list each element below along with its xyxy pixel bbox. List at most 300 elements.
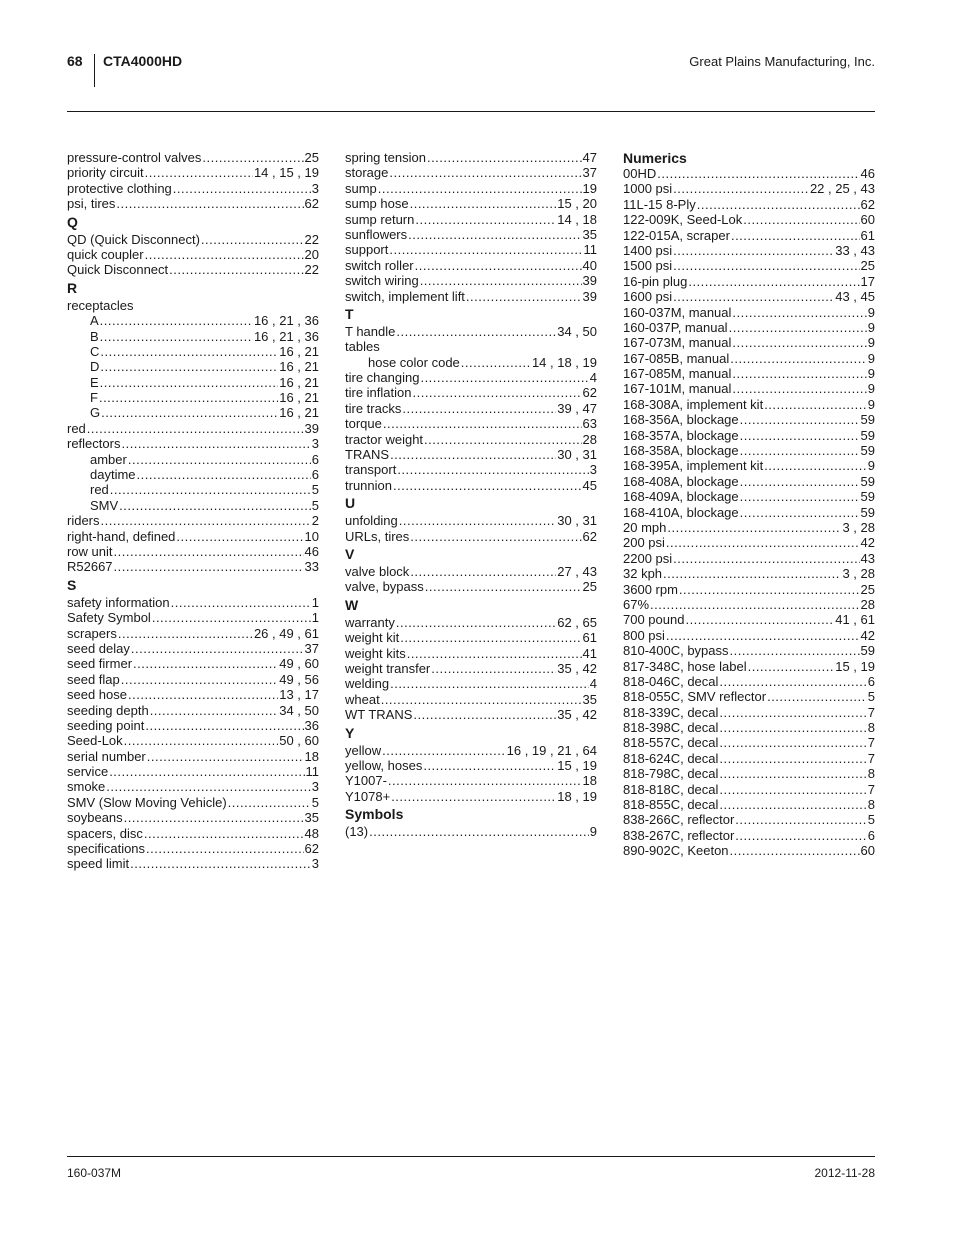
page-references: 16 , 21: [279, 359, 319, 375]
page-references: 4: [589, 370, 597, 386]
index-subentry: [67, 405, 319, 420]
dot-leader: [719, 705, 866, 720]
page-references: 16 , 21: [279, 390, 319, 406]
index-entry: [67, 247, 319, 262]
index-entry: [623, 397, 875, 412]
page-references: 39: [582, 273, 597, 289]
page-references: 10: [304, 528, 319, 544]
page-references: 25: [582, 579, 597, 595]
index-entry: [345, 227, 597, 242]
page-references: 14 , 18: [557, 211, 597, 227]
index-term: trunnion: [345, 477, 392, 493]
index-column-1: [67, 150, 319, 872]
dot-leader: [730, 351, 867, 366]
index-entry: [623, 474, 875, 489]
page-references: 3: [311, 779, 319, 795]
index-entry: [345, 564, 597, 579]
index-term: 160-037M, manual: [623, 304, 732, 320]
dot-leader: [137, 467, 311, 482]
dot-leader: [732, 381, 866, 396]
index-term: TRANS: [345, 447, 390, 463]
index-term: 122-009K, Seed-Lok: [623, 212, 743, 228]
page-references: 30 , 31: [557, 513, 597, 529]
page-references: 59: [860, 643, 875, 659]
index-entry: [623, 243, 875, 258]
dot-leader: [735, 828, 866, 843]
index-entry: [623, 381, 875, 396]
index-entry: [345, 324, 597, 339]
dot-leader: [719, 797, 866, 812]
dot-leader: [719, 674, 866, 689]
index-entry: [623, 443, 875, 458]
index-entry: [623, 412, 875, 427]
page-references: 17: [860, 273, 875, 289]
index-entry: [623, 751, 875, 766]
page-references: 25: [304, 150, 319, 165]
index-term: switch wiring: [345, 273, 419, 289]
index-term: 838-266C, reflector: [623, 812, 735, 828]
dot-leader: [431, 661, 556, 676]
index-term: 200 psi: [623, 535, 665, 551]
dot-leader: [410, 196, 557, 211]
page-references: 11: [305, 764, 319, 780]
dot-leader: [679, 582, 860, 597]
dot-leader: [719, 720, 866, 735]
document-title: CTA4000HD: [103, 53, 183, 69]
index-term: right-hand, defined: [67, 528, 176, 544]
page-references: 39: [304, 420, 319, 436]
dot-leader: [110, 482, 311, 497]
index-term: 167-101M, manual: [623, 381, 732, 397]
index-entry: [623, 212, 875, 227]
index-term: 818-855C, decal: [623, 797, 719, 813]
index-entry: [623, 643, 875, 658]
dot-leader: [87, 421, 304, 436]
index-term: E: [90, 374, 99, 390]
index-entry: [623, 289, 875, 304]
index-term: serial number: [67, 748, 146, 764]
footer-date: 2012-11-28: [814, 1166, 875, 1180]
page-references: 46: [304, 543, 319, 559]
index-section-heading: S: [67, 576, 77, 593]
page-references: 59: [860, 504, 875, 520]
page-references: 60: [860, 843, 875, 859]
index-term: amber: [90, 451, 127, 467]
dot-leader: [415, 258, 582, 273]
index-entry: [67, 856, 319, 871]
index-subentry: [67, 329, 319, 344]
index-term: A: [90, 313, 99, 329]
dot-leader: [145, 165, 253, 180]
index-term: 818-046C, decal: [623, 673, 719, 689]
dot-leader: [740, 412, 860, 427]
index-section-heading: Symbols: [345, 806, 404, 823]
dot-leader: [118, 626, 253, 641]
dot-leader: [202, 150, 303, 165]
index-entry: [623, 320, 875, 335]
index-term: 00HD: [623, 166, 657, 181]
page-references: 7: [867, 781, 875, 797]
index-term: 16-pin plug: [623, 273, 688, 289]
index-entry: [67, 672, 319, 687]
page-references: 9: [867, 304, 875, 320]
index-term: quick coupler: [67, 246, 144, 262]
index-entry: [67, 262, 319, 277]
index-term: switch roller: [345, 257, 414, 273]
page-references: 7: [867, 704, 875, 720]
dot-leader: [415, 212, 556, 227]
index-entry: [345, 212, 597, 227]
index-entry: [67, 810, 319, 825]
page-references: 48: [304, 825, 319, 841]
page-references: 39: [582, 288, 597, 304]
page-references: 62: [304, 841, 319, 857]
page-references: 40: [582, 257, 597, 273]
dot-leader: [731, 228, 860, 243]
index-column-3: [623, 150, 875, 859]
dot-leader: [391, 789, 556, 804]
index-term: SMV: [90, 497, 119, 513]
dot-leader: [121, 436, 310, 451]
dot-leader: [667, 520, 841, 535]
dot-leader: [461, 355, 531, 370]
index-term: 168-308A, implement kit: [623, 396, 764, 412]
index-entry: [345, 579, 597, 594]
index-term: 1600 psi: [623, 289, 673, 305]
index-term: spring tension: [345, 150, 426, 165]
index-entry: [345, 165, 597, 180]
index-entry: [623, 582, 875, 597]
index-entry: [345, 273, 597, 288]
index-entry: [345, 196, 597, 211]
page-references: 6: [311, 467, 319, 483]
index-term: R52667: [67, 559, 113, 575]
dot-leader: [171, 595, 311, 610]
index-section-heading: V: [345, 545, 355, 562]
page-references: 16 , 21: [279, 374, 319, 390]
page-references: 34 , 50: [557, 323, 597, 339]
index-term: WT TRANS: [345, 707, 413, 723]
index-entry: [623, 258, 875, 273]
index-entry: [623, 535, 875, 550]
dot-leader: [152, 610, 311, 625]
page-references: 5: [311, 497, 319, 513]
index-entry: [623, 428, 875, 443]
index-entry: [67, 733, 319, 748]
index-entry: [623, 505, 875, 520]
index-entry: [623, 782, 875, 797]
dot-leader: [381, 692, 582, 707]
index-entry: [345, 385, 597, 400]
index-entry: [67, 421, 319, 436]
page-references: 22 , 25 , 43: [809, 181, 875, 197]
index-entry: [345, 242, 597, 257]
index-term: pressure-control valves: [67, 150, 202, 165]
index-section-heading: T: [345, 305, 354, 322]
dot-leader: [666, 628, 860, 643]
dot-leader: [688, 274, 859, 289]
dot-leader: [427, 150, 582, 165]
index-entry: [623, 489, 875, 504]
index-entry: [67, 595, 319, 610]
dot-leader: [425, 579, 582, 594]
index-entry: [345, 289, 597, 304]
dot-leader: [420, 273, 582, 288]
index-term: 67%: [623, 596, 650, 612]
page-references: 6: [867, 673, 875, 689]
index-entry: [67, 196, 319, 211]
index-entry: [623, 520, 875, 535]
page-references: 59: [860, 473, 875, 489]
index-entry: [345, 758, 597, 773]
dot-leader: [732, 305, 866, 320]
page-references: 61: [860, 227, 875, 243]
index-term: tire tracks: [345, 400, 402, 416]
dot-leader: [389, 242, 582, 257]
page-references: 18: [582, 773, 597, 789]
index-term: riders: [67, 513, 100, 529]
dot-leader: [114, 559, 304, 574]
index-term: (13): [345, 824, 369, 840]
index-term: 20 mph: [623, 519, 667, 535]
dot-leader: [100, 359, 278, 374]
index-entry: [623, 335, 875, 350]
dot-leader: [124, 810, 304, 825]
index-entry: [623, 843, 875, 858]
index-term: psi, tires: [67, 196, 116, 212]
index-entry: [345, 513, 597, 528]
dot-leader: [101, 405, 278, 420]
dot-leader: [663, 566, 841, 581]
index-entry: [623, 228, 875, 243]
page-references: 3 , 28: [842, 566, 875, 582]
page-references: 45: [582, 477, 597, 493]
page-references: 28: [860, 596, 875, 612]
dot-leader: [369, 824, 589, 839]
index-term: red: [67, 420, 86, 436]
index-term: specifications: [67, 841, 146, 857]
dot-leader: [673, 551, 859, 566]
index-section-heading: W: [345, 596, 359, 613]
dot-leader: [732, 366, 866, 381]
index-entry: [623, 828, 875, 843]
index-entry: [623, 305, 875, 320]
page-references: 14 , 18 , 19: [531, 354, 597, 370]
index-entry: [67, 436, 319, 451]
dot-leader: [100, 375, 279, 390]
index-term: red: [90, 482, 109, 498]
index-term: tractor weight: [345, 431, 424, 447]
index-entry: [623, 551, 875, 566]
index-term: tire inflation: [345, 385, 412, 401]
dot-leader: [764, 397, 867, 412]
dot-leader: [100, 313, 253, 328]
dot-leader: [116, 196, 303, 211]
index-section-heading: R: [67, 279, 78, 296]
dot-leader: [743, 212, 859, 227]
page-references: 61: [582, 630, 597, 646]
index-entry: [67, 703, 319, 718]
index-section-heading: U: [345, 495, 356, 512]
page-references: 28: [582, 431, 597, 447]
index-term: C: [90, 343, 100, 359]
dot-leader: [740, 505, 860, 520]
page-references: 6: [867, 827, 875, 843]
index-term: safety information: [67, 594, 170, 610]
page-references: 35: [582, 226, 597, 242]
page-references: 35: [304, 810, 319, 826]
page-references: 8: [867, 766, 875, 782]
index-subentry: [67, 467, 319, 482]
page-references: 33 , 43: [835, 242, 875, 258]
dot-leader: [657, 166, 859, 181]
index-entry: [623, 705, 875, 720]
page-references: 59: [860, 427, 875, 443]
page-references: 9: [867, 335, 875, 351]
index-term: speed limit: [67, 856, 130, 872]
page-references: 59: [860, 412, 875, 428]
index-term: tire changing: [345, 370, 420, 386]
dot-leader: [390, 676, 589, 691]
page-references: 11: [583, 242, 597, 258]
dot-leader: [410, 529, 581, 544]
dot-leader: [650, 597, 860, 612]
page-references: 50 , 60: [279, 733, 319, 749]
header-divider: [94, 54, 95, 87]
page-references: 59: [860, 443, 875, 459]
page-references: 41 , 61: [835, 612, 875, 628]
index-term: 817-348C, hose label: [623, 658, 747, 674]
index-entry: [345, 646, 597, 661]
index-entry: [67, 841, 319, 856]
page-references: 22: [304, 231, 319, 247]
index-entry: [345, 462, 597, 477]
index-term: 168-356A, blockage: [623, 412, 739, 428]
dot-leader: [399, 513, 556, 528]
page-references: 62 , 65: [557, 614, 597, 630]
index-subentry: [67, 452, 319, 467]
dot-leader: [748, 659, 835, 674]
dot-leader: [396, 615, 556, 630]
index-term: 818-624C, decal: [623, 750, 719, 766]
dot-leader: [133, 656, 278, 671]
dot-leader: [109, 764, 304, 779]
index-term: sunflowers: [345, 226, 408, 242]
index-entry: [345, 258, 597, 273]
index-term: 800 psi: [623, 627, 665, 643]
index-term: hose color code: [368, 354, 460, 370]
index-term: 168-408A, blockage: [623, 473, 739, 489]
index-term: sump: [345, 180, 377, 196]
page-references: 9: [867, 366, 875, 382]
index-term: row unit: [67, 543, 113, 559]
index-term: 167-085M, manual: [623, 366, 732, 382]
dot-leader: [423, 758, 556, 773]
index-term: Seed-Lok: [67, 733, 123, 749]
index-term: service: [67, 764, 109, 780]
index-term: yellow, hoses: [345, 757, 423, 773]
index-term: G: [90, 405, 101, 421]
index-entry: [345, 416, 597, 431]
index-entry: [345, 150, 597, 165]
page-references: 30 , 31: [557, 447, 597, 463]
index-entry: [623, 181, 875, 196]
page-references: 16 , 19 , 21 , 64: [506, 742, 597, 758]
index-entry: [623, 689, 875, 704]
index-entry: [67, 656, 319, 671]
dot-leader: [228, 795, 311, 810]
index-term: valve, bypass: [345, 579, 424, 595]
dot-leader: [407, 646, 582, 661]
dot-leader: [393, 478, 582, 493]
page-references: 42: [860, 627, 875, 643]
page-references: 62: [304, 196, 319, 212]
page-references: 41: [582, 645, 597, 661]
page-references: 16 , 21 , 36: [253, 328, 319, 344]
index-term: 838-267C, reflector: [623, 827, 735, 843]
index-entry: [345, 181, 597, 196]
index-term: spacers, disc: [67, 825, 143, 841]
index-term: support: [345, 242, 389, 258]
index-entry: [67, 826, 319, 841]
index-entry: [623, 166, 875, 181]
dot-leader: [666, 535, 860, 550]
page-references: 3: [589, 462, 597, 478]
index-term: warranty: [345, 614, 395, 630]
index-term: protective clothing: [67, 180, 172, 196]
page-references: 9: [867, 381, 875, 397]
header-rule: [67, 111, 875, 112]
index-term: 2200 psi: [623, 550, 673, 566]
page-references: 18: [304, 748, 319, 764]
index-subentry: [345, 355, 597, 370]
page-references: 18 , 19: [557, 788, 597, 804]
dot-leader: [128, 452, 311, 467]
index-column-2: [345, 150, 597, 839]
index-term: welding: [345, 676, 390, 692]
index-entry: [345, 661, 597, 676]
dot-leader: [466, 289, 582, 304]
index-term: 11L-15 8-Ply: [623, 196, 696, 212]
index-subentry: [67, 390, 319, 405]
dot-leader: [383, 416, 582, 431]
page-references: 20: [304, 246, 319, 262]
dot-leader: [100, 329, 253, 344]
dot-leader: [173, 181, 311, 196]
page-references: 35 , 42: [557, 707, 597, 723]
index-term: seeding depth: [67, 702, 149, 718]
dot-leader: [673, 289, 834, 304]
index-term: yellow: [345, 742, 382, 758]
page-references: 8: [867, 720, 875, 736]
page-references: 16 , 21: [279, 405, 319, 421]
page-references: 16 , 21: [279, 343, 319, 359]
page-references: 9: [867, 319, 875, 335]
dot-leader: [121, 672, 278, 687]
index-term: F: [90, 390, 98, 406]
index-term: reflectors: [67, 436, 121, 452]
dot-leader: [424, 432, 581, 447]
dot-leader: [732, 335, 866, 350]
dot-leader: [146, 841, 303, 856]
page-references: 5: [867, 812, 875, 828]
dot-leader: [719, 751, 866, 766]
page-references: 35: [582, 691, 597, 707]
index-term: 160-037P, manual: [623, 319, 728, 335]
page-references: 25: [860, 258, 875, 274]
page-references: 4: [589, 676, 597, 692]
page-references: 15 , 19: [835, 658, 875, 674]
